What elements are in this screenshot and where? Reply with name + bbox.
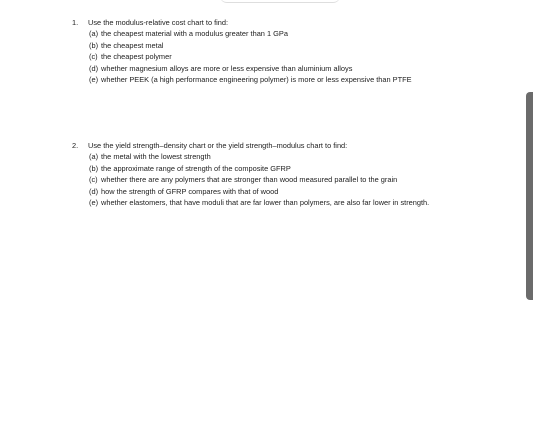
item-text: the cheapest metal <box>101 40 164 50</box>
item-text: how the strength of GFRP compares with that of wood <box>101 186 279 196</box>
top-cropped-heading-fragment <box>220 0 340 3</box>
question-1-heading <box>72 17 472 28</box>
question-2-item-e <box>89 197 472 208</box>
item-text: whether there are any polymers that are stronger than wood measured parallel to the grain <box>101 175 398 185</box>
question-2-item-c <box>89 174 472 185</box>
item-text: whether magnesium alloys are more or less expensive than aluminium alloys <box>101 63 353 73</box>
question-1-item-b <box>89 40 472 51</box>
question-2-number: 2. <box>72 141 79 150</box>
item-letter: (c) <box>89 52 98 62</box>
question-2-subitems <box>72 151 472 208</box>
question-1 <box>72 17 472 85</box>
question-2-heading <box>72 140 472 151</box>
item-letter: (b) <box>89 163 99 173</box>
item-letter: (a) <box>89 152 99 162</box>
question-2 <box>72 140 472 208</box>
item-letter: (e) <box>89 75 99 85</box>
question-2-text: Use the yield strength–density chart or the yield strength–modulus chart to find: <box>88 141 348 150</box>
item-letter: (c) <box>89 175 98 185</box>
item-text: the metal with the lowest strength <box>101 152 211 162</box>
question-1-number: 1. <box>72 18 79 27</box>
question-1-text: Use the modulus-relative cost chart to find: <box>88 18 229 27</box>
item-text: whether PEEK (a high performance engineering polymer) is more or less expensive than PTFE <box>101 75 412 85</box>
item-letter: (d) <box>89 63 99 73</box>
item-text: the cheapest polymer <box>101 52 172 62</box>
item-letter: (d) <box>89 186 99 196</box>
item-letter: (b) <box>89 40 99 50</box>
question-1-item-d <box>89 63 472 74</box>
question-1-item-c <box>89 51 472 62</box>
item-text: whether elastomers, that have moduli that are far lower than polymers, are also far lower in strength. <box>101 198 430 208</box>
item-letter: (a) <box>89 29 99 39</box>
question-1-item-a <box>89 28 472 39</box>
question-1-item-e <box>89 74 472 85</box>
question-1-subitems <box>72 28 472 85</box>
question-2-item-a <box>89 151 472 162</box>
item-text: the cheapest material with a modulus greater than 1 GPa <box>101 29 288 39</box>
vertical-scrollbar-thumb[interactable] <box>526 92 533 300</box>
item-text: the approximate range of strength of the composite GFRP <box>101 163 291 173</box>
question-2-item-d <box>89 186 472 197</box>
question-2-item-b <box>89 163 472 174</box>
item-letter: (e) <box>89 198 99 208</box>
